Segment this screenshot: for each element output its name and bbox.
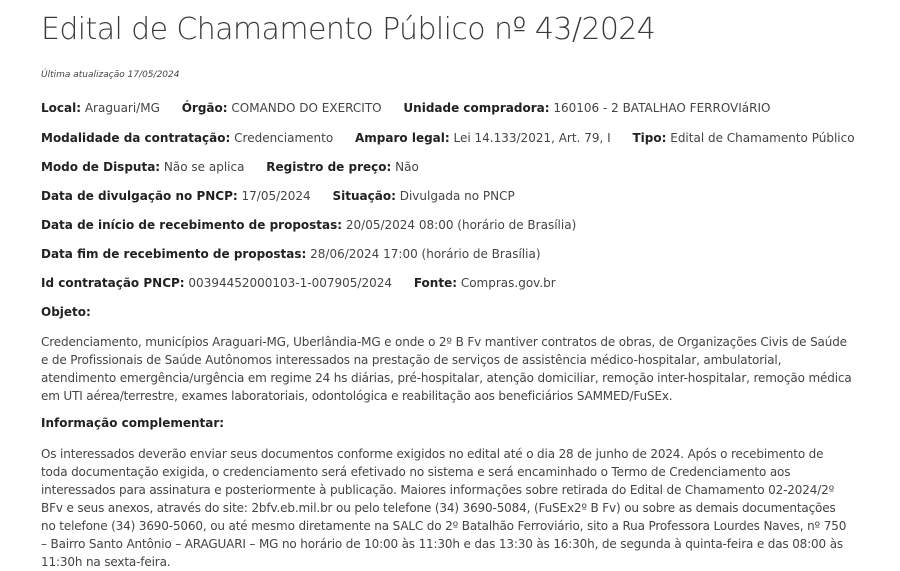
- field-label: Id contratação PNCP:: [41, 276, 185, 290]
- info-row-disputa: [41, 159, 419, 175]
- field-situacao: [333, 188, 515, 204]
- field-value: 17/05/2024: [241, 189, 311, 203]
- field-label: Local:: [41, 101, 82, 115]
- field-value: 28/06/2024 17:00 (horário de Brasília): [310, 247, 541, 261]
- field-value: Não se aplica: [163, 160, 245, 174]
- field-value: 00394452000103-1-007905/2024: [188, 276, 392, 290]
- field-value: 160106 - 2 BATALHAO FERROVIáRIO: [553, 101, 771, 115]
- field-label: Registro de preço:: [266, 160, 392, 174]
- field-label: Situação:: [332, 189, 396, 203]
- objeto-text: Credenciamento, municípios Araguari-MG, Uberlândia-MG e onde o 2º B Fv mantiver contratos de obras, de Organizações Civis de Saúde e de Profissionais de Saúde Autônomos interessados na prestação de serviços de assistência médico-hospitalar, ambulatorial, atendimento emergência/urgência em regime 24 hs diárias, pré-hospitalar, atenção domiciliar, remoção inter-hospitalar, remoção médica em UTI aérea/terrestre, exames laboratoriais, odontológica e reabilitação aos beneficiários SAMMED/FuSEx.: [41, 335, 852, 403]
- info-complementar-text: Os interessados deverão enviar seus documentos conforme exigidos no edital até o dia 28 de junho de 2024. Após o recebimento de toda documentação exigida, o credenciamento será efetivado no sistema e será encaminhado o Termo de Credenciamento aos interessados para assinatura e posteriormente à publicação. Maiores informações sobre retirada do Edital de Chamamento 02-2024/2º BFv e seus anexos, através do site: 2bfv.eb.mil.br ou pelo telefone (34) 3690-5084, (FuSEx2º B Fv) ou sobre as demais documentações no telefone (34) 3690-5060, ou até mesmo diretamente na SALC do 2º Batalhão Ferroviário, sito a Rua Professora Lourdes Naves, nº 750 – Bairro Santo Antônio – ARAGUARI – MG no horário de 10:00 às 11:30h e das 13:30 às 16:30h, de segunda à quinta-feira e das 08:00 às 11:30h na sexta-feira.: [41, 447, 847, 569]
- field-tipo: [632, 130, 854, 146]
- objeto-heading: Objeto:: [41, 305, 91, 319]
- field-data-inicio: [41, 217, 576, 233]
- field-label: Fonte:: [413, 276, 457, 290]
- field-label: Data de divulgação no PNCP:: [41, 189, 238, 203]
- info-complementar-heading: Informação complementar:: [41, 416, 225, 430]
- field-label: Modalidade da contratação:: [41, 131, 231, 145]
- field-label: Unidade compradora:: [403, 101, 550, 115]
- field-value: Lei 14.133/2021, Art. 79, I: [453, 131, 611, 145]
- field-fonte: [414, 275, 556, 291]
- field-unidade-compradora: [403, 100, 770, 116]
- field-value: 20/05/2024 08:00 (horário de Brasília): [345, 218, 577, 232]
- field-label: Amparo legal:: [355, 131, 450, 145]
- field-id-contratacao: [41, 275, 392, 291]
- info-row-inicio-propostas: [41, 217, 576, 233]
- page-title: Edital de Chamamento Público nº 43/2024: [41, 12, 656, 47]
- info-row-fim-propostas: [41, 246, 541, 262]
- field-value: Credenciamento: [234, 131, 334, 145]
- field-value: Edital de Chamamento Público: [670, 131, 855, 145]
- field-modalidade: [41, 130, 333, 146]
- info-row-id-contratacao: [41, 275, 556, 291]
- field-amparo-legal: [355, 130, 611, 146]
- info-row-divulgacao: [41, 188, 515, 204]
- last-updated: Última atualização 17/05/2024: [41, 70, 180, 80]
- info-row-local: [41, 100, 770, 116]
- field-value: COMANDO DO EXERCITO: [231, 101, 382, 115]
- field-label: Órgão:: [181, 101, 228, 115]
- field-data-divulgacao: [41, 188, 311, 204]
- field-label: Modo de Disputa:: [41, 160, 161, 174]
- field-label: Tipo:: [632, 131, 667, 145]
- field-value: Araguari/MG: [84, 101, 160, 115]
- field-value: Não: [395, 160, 419, 174]
- field-modo-disputa: [41, 159, 244, 175]
- field-label: Data de início de recebimento de propostas:: [41, 218, 343, 232]
- field-registro-preco: [266, 159, 419, 175]
- field-local: [41, 100, 160, 116]
- field-data-fim: [41, 246, 541, 262]
- field-value: Divulgada no PNCP: [399, 189, 515, 203]
- field-value: Compras.gov.br: [460, 276, 556, 290]
- field-orgao: [182, 100, 382, 116]
- info-row-modalidade: [41, 130, 855, 146]
- field-label: Data fim de recebimento de propostas:: [41, 247, 307, 261]
